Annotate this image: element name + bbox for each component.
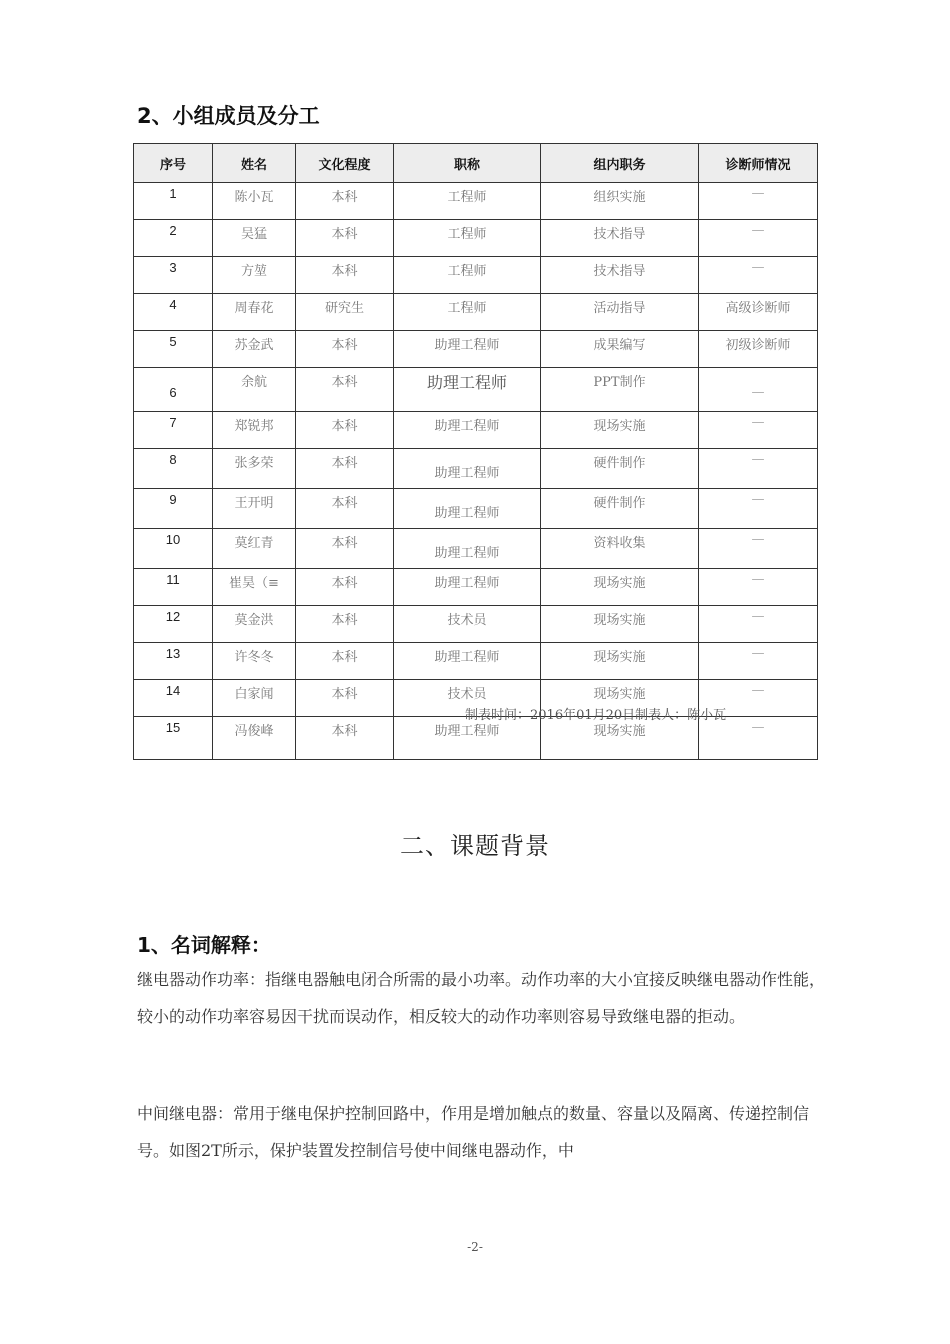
cell-title: 助理工程师 — [394, 529, 541, 569]
header-cell: 姓名 — [213, 144, 296, 183]
cell-diagnostician: — — [699, 680, 818, 717]
table-row — [134, 489, 818, 529]
cell-role: 硬件制作 — [541, 489, 699, 529]
cell-name: 余航 — [213, 368, 296, 412]
cell-education: 本科 — [296, 680, 394, 717]
cell-index: 8 — [134, 449, 213, 489]
definition-paragraph-2: 中间继电器：常用于继电保护控制回路中，作用是增加触点的数量、容量以及隔离、传递控制信号。如图2T所示，保护装置发控制信号使中间继电器动作，中 — [137, 1104, 810, 1160]
cell-role: 现场实施 — [541, 606, 699, 643]
table-row — [134, 368, 818, 412]
cell-diagnostician: — — [699, 643, 818, 680]
cell-diagnostician: — — [699, 220, 818, 257]
cell-name: 吴猛 — [213, 220, 296, 257]
cell-index: 14 — [134, 680, 213, 717]
table-row — [134, 183, 818, 220]
cell-role: 技术指导 — [541, 220, 699, 257]
table-row — [134, 220, 818, 257]
cell-name: 白家闻 — [213, 680, 296, 717]
cell-role: 现场实施 — [541, 569, 699, 606]
cell-diagnostician: — — [699, 489, 818, 529]
cell-diagnostician: — — [699, 717, 818, 760]
cell-education: 本科 — [296, 331, 394, 368]
cell-role: 资料收集 — [541, 529, 699, 569]
cell-index: 15 — [134, 717, 213, 760]
cell-education: 本科 — [296, 489, 394, 529]
subsection-title: 1、名词解释： — [137, 933, 271, 957]
table-row — [134, 569, 818, 606]
table-row — [134, 294, 818, 331]
cell-title: 助理工程师 — [394, 489, 541, 529]
cell-name: 王开明 — [213, 489, 296, 529]
header-cell: 序号 — [134, 144, 213, 183]
cell-title: 工程师 — [394, 220, 541, 257]
cell-name: 莫红青 — [213, 529, 296, 569]
cell-index: 11 — [134, 569, 213, 606]
cell-diagnostician: 高级诊断师 — [699, 294, 818, 331]
chapter-title: 二、课题背景 — [400, 832, 550, 860]
cell-title: 助理工程师 — [394, 449, 541, 489]
cell-education: 本科 — [296, 368, 394, 412]
cell-index: 5 — [134, 331, 213, 368]
table-row — [134, 643, 818, 680]
cell-diagnostician: — — [699, 569, 818, 606]
cell-role: 现场实施 — [541, 680, 699, 717]
section-title: 2、小组成员及分工 — [137, 104, 320, 128]
cell-name: 冯俊峰 — [213, 717, 296, 760]
cell-title: 工程师 — [394, 183, 541, 220]
table-row — [134, 606, 818, 643]
cell-diagnostician: — — [699, 183, 818, 220]
table-header-row — [134, 144, 818, 183]
cell-education: 本科 — [296, 412, 394, 449]
cell-role: 成果编写 — [541, 331, 699, 368]
cell-role: 现场实施 — [541, 717, 699, 760]
definition-paragraph-1: 继电器动作功率：指继电器触电闭合所需的最小功率。动作功率的大小宜接反映继电器动作性能，较小的动作功率容易因干扰而误动作，相反较大的动作功率则容易导致继电器的拒动。 — [137, 970, 826, 1026]
page-number: -2- — [467, 1240, 483, 1254]
cell-name: 周春花 — [213, 294, 296, 331]
table-row — [134, 331, 818, 368]
cell-role: 现场实施 — [541, 412, 699, 449]
cell-title: 助理工程师 — [394, 717, 541, 760]
cell-name: 陈小瓦 — [213, 183, 296, 220]
cell-role: 活动指导 — [541, 294, 699, 331]
cell-role: 硬件制作 — [541, 449, 699, 489]
cell-education: 本科 — [296, 220, 394, 257]
table-row — [134, 529, 818, 569]
header-cell: 诊断师情况 — [699, 144, 818, 183]
cell-name: 张多荣 — [213, 449, 296, 489]
cell-title: 工程师 — [394, 294, 541, 331]
cell-title: 助理工程师 — [394, 331, 541, 368]
cell-education: 本科 — [296, 643, 394, 680]
cell-index: 7 — [134, 412, 213, 449]
cell-education: 本科 — [296, 569, 394, 606]
cell-title: 助理工程师 — [394, 643, 541, 680]
cell-name: 方堃 — [213, 257, 296, 294]
cell-role: PPT制作 — [541, 368, 699, 412]
table-row — [134, 257, 818, 294]
cell-title: 助理工程师 — [394, 368, 541, 412]
cell-education: 研究生 — [296, 294, 394, 331]
cell-index: 2 — [134, 220, 213, 257]
cell-role: 现场实施 — [541, 643, 699, 680]
cell-name: 莫金洪 — [213, 606, 296, 643]
header-cell: 组内职务 — [541, 144, 699, 183]
cell-title: 助理工程师 — [394, 412, 541, 449]
cell-title: 技术员 — [394, 680, 541, 717]
header-cell: 职称 — [394, 144, 541, 183]
cell-role: 技术指导 — [541, 257, 699, 294]
cell-education: 本科 — [296, 183, 394, 220]
cell-title: 助理工程师 — [394, 569, 541, 606]
cell-index: 6 — [134, 368, 213, 412]
cell-name: 苏金武 — [213, 331, 296, 368]
cell-index: 12 — [134, 606, 213, 643]
cell-diagnostician: 初级诊断师 — [699, 331, 818, 368]
cell-title: 工程师 — [394, 257, 541, 294]
cell-index: 4 — [134, 294, 213, 331]
members-table — [133, 143, 818, 760]
cell-index: 13 — [134, 643, 213, 680]
cell-diagnostician: — — [699, 449, 818, 489]
cell-index: 9 — [134, 489, 213, 529]
cell-diagnostician: — — [699, 368, 818, 412]
cell-diagnostician: — — [699, 529, 818, 569]
cell-title: 技术员 — [394, 606, 541, 643]
cell-education: 本科 — [296, 257, 394, 294]
cell-education: 本科 — [296, 606, 394, 643]
cell-education: 本科 — [296, 449, 394, 489]
cell-name: 崔昊（≡ — [213, 569, 296, 606]
cell-education: 本科 — [296, 529, 394, 569]
cell-index: 3 — [134, 257, 213, 294]
cell-diagnostician: — — [699, 257, 818, 294]
cell-diagnostician: — — [699, 412, 818, 449]
cell-name: 许冬冬 — [213, 643, 296, 680]
cell-diagnostician: — — [699, 606, 818, 643]
table-row — [134, 449, 818, 489]
header-cell: 文化程度 — [296, 144, 394, 183]
table-caption: 制表时间：2016年01月20日制表人：陈小瓦 — [465, 708, 727, 723]
cell-role: 组织实施 — [541, 183, 699, 220]
cell-index: 1 — [134, 183, 213, 220]
cell-index: 10 — [134, 529, 213, 569]
table-row — [134, 412, 818, 449]
cell-name: 郑锐邦 — [213, 412, 296, 449]
cell-education: 本科 — [296, 717, 394, 760]
